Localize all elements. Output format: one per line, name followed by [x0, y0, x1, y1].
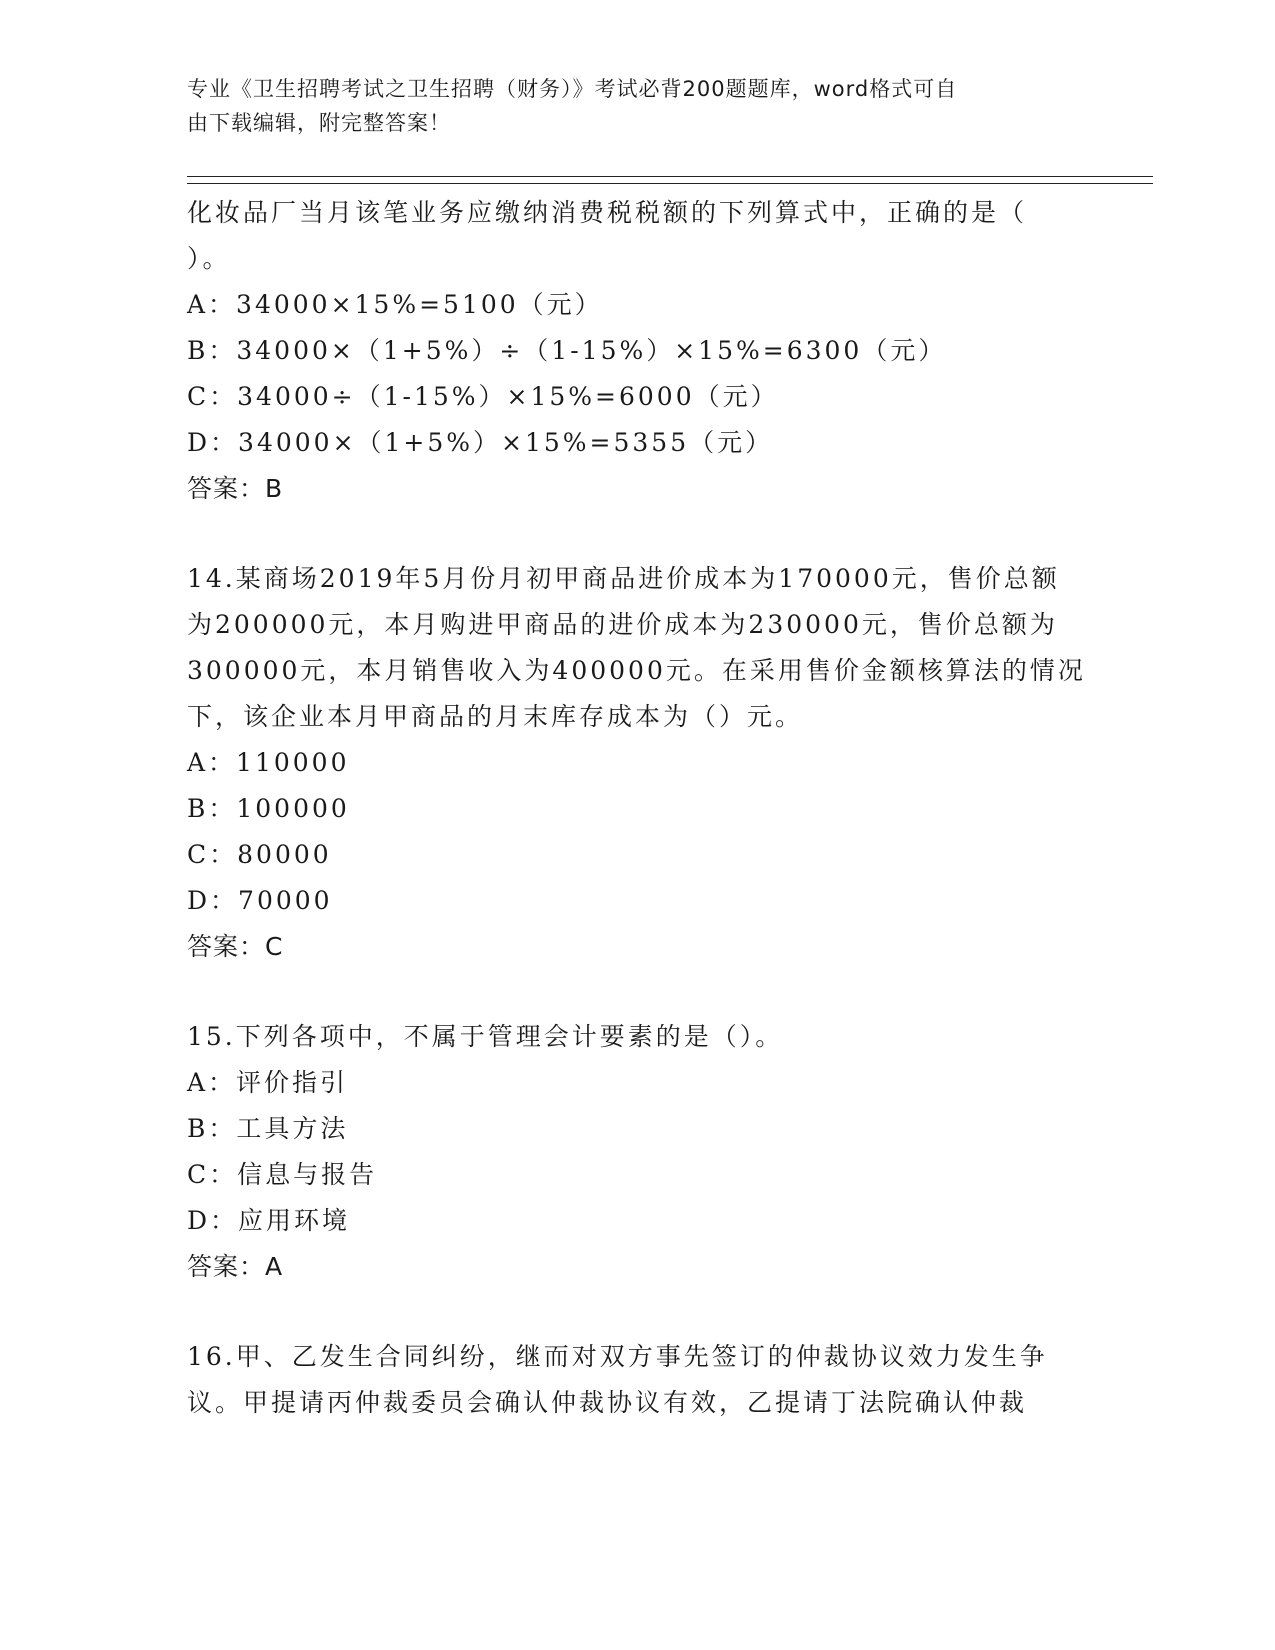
question-stem-line: 300000元，本月销售收入为400000元。在采用售价金额核算法的情况	[187, 656, 1086, 685]
option-b: B：34000×（1+5%）÷（1-15%）×15%=6300（元）	[187, 336, 947, 365]
question-stem-line: 为200000元，本月购进甲商品的进价成本为230000元，售价总额为	[187, 610, 1058, 639]
option-a: A：110000	[187, 748, 350, 777]
option-b: B：工具方法	[187, 1114, 349, 1143]
header-divider-top	[187, 176, 1153, 177]
question-stem-line: 化妆品厂当月该笔业务应缴纳消费税税额的下列算式中，正确的是（	[187, 198, 1028, 227]
option-d: D：应用环境	[187, 1206, 351, 1235]
question-stem-line: 下，该企业本月甲商品的月末库存成本为（）元。	[187, 702, 804, 731]
option-c: C：34000÷（1-15%）×15%=6000（元）	[187, 382, 779, 411]
option-d: D：70000	[187, 886, 333, 915]
header-divider-bottom	[187, 183, 1153, 184]
answer-line: 答案：B	[187, 474, 284, 503]
header-line-2: 由下载编辑，附完整答案！	[187, 111, 451, 135]
question-stem-line: 议。甲提请丙仲裁委员会确认仲裁协议有效，乙提请丁法院确认仲裁	[187, 1388, 1028, 1417]
question-list	[187, 190, 1087, 1426]
answer-line: 答案：C	[187, 932, 284, 961]
option-c: C：信息与报告	[187, 1160, 378, 1189]
question-block	[187, 1014, 1087, 1290]
question-stem-line: ）。	[187, 244, 231, 273]
header-line-1: 专业《卫生招聘考试之卫生招聘（财务）》考试必背200题题库，word格式可自	[187, 77, 958, 101]
option-b: B：100000	[187, 794, 350, 823]
question-stem-line: 15.下列各项中，不属于管理会计要素的是（）。	[187, 1022, 784, 1051]
option-a: A：34000×15%=5100（元）	[187, 290, 603, 319]
option-c: C：80000	[187, 840, 332, 869]
question-stem-line: 16.甲、乙发生合同纠纷，继而对双方事先签订的仲裁协议效力发生争	[187, 1342, 1048, 1371]
document-header	[187, 72, 1067, 140]
option-d: D：34000×（1+5%）×15%=5355（元）	[187, 428, 774, 457]
question-block	[187, 556, 1087, 970]
answer-line: 答案：A	[187, 1252, 284, 1281]
question-stem-line: 14.某商场2019年5月份月初甲商品进价成本为170000元，售价总额	[187, 564, 1060, 593]
question-block	[187, 190, 1087, 512]
question-block	[187, 1334, 1087, 1426]
option-a: A：评价指引	[187, 1068, 349, 1097]
